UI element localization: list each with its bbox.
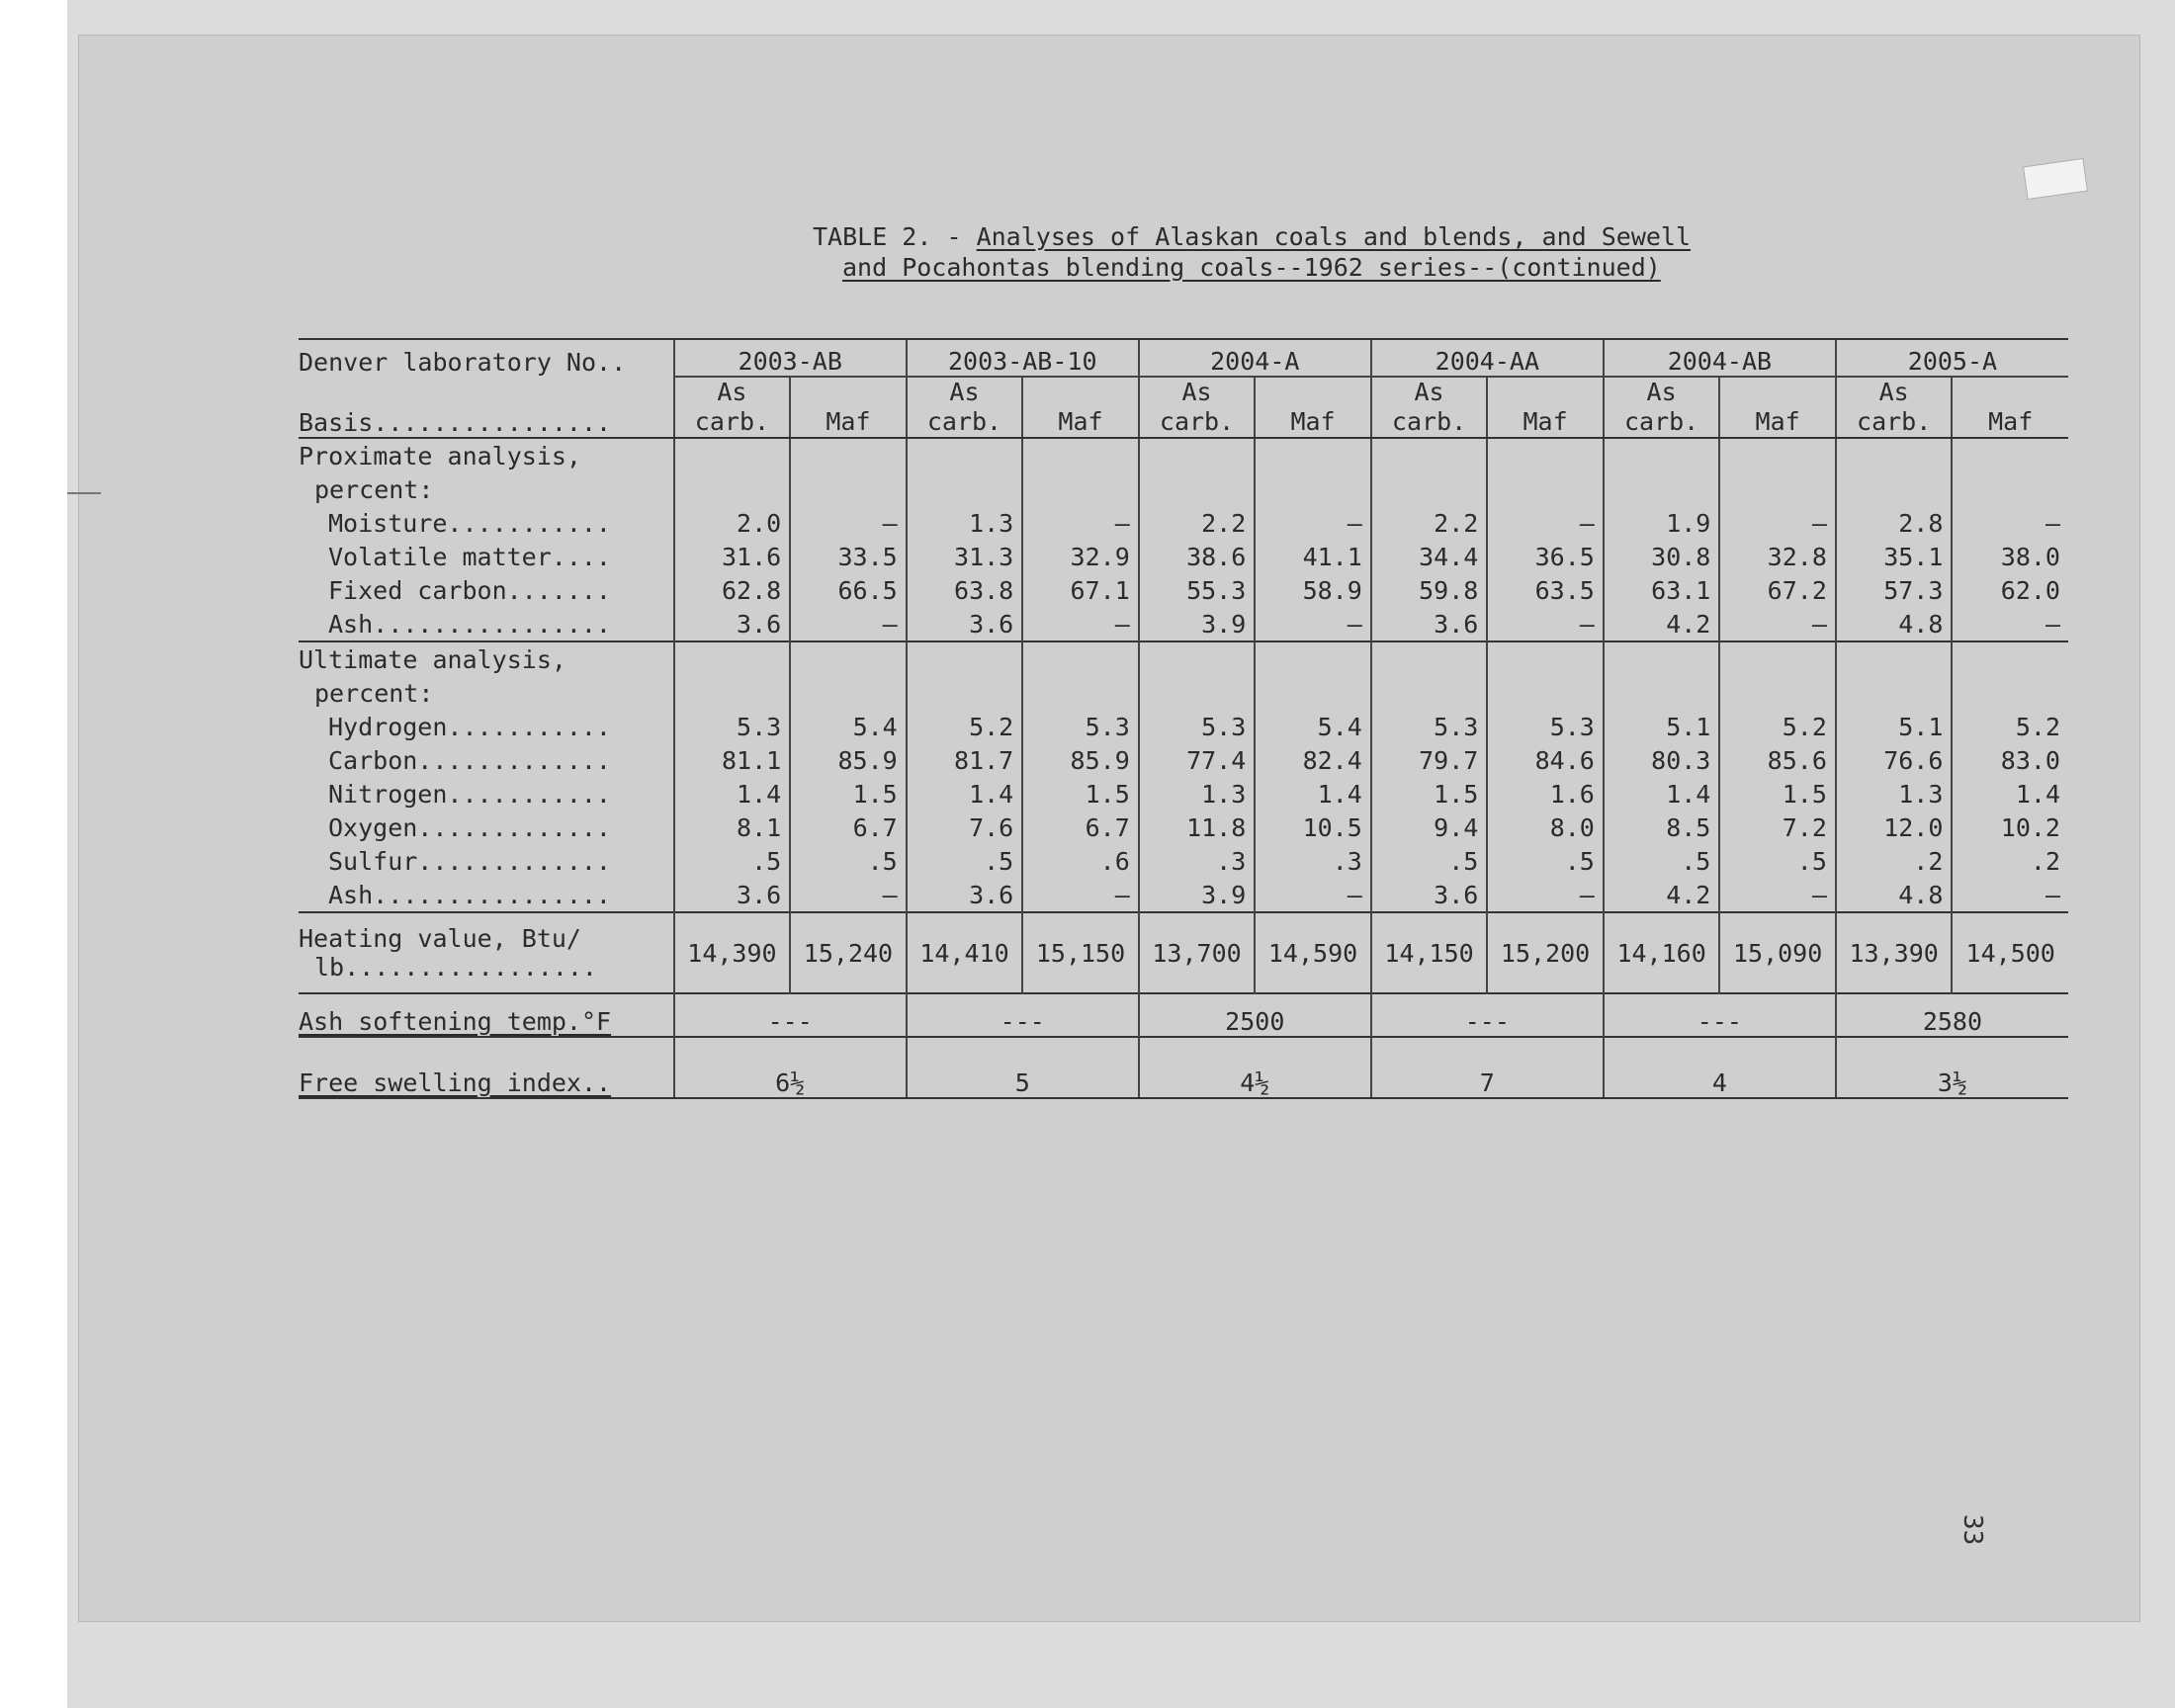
basis-as-carb: As carb. xyxy=(907,377,1023,438)
ultimate-heading-row xyxy=(299,641,2068,676)
empty-cell xyxy=(1604,641,1720,676)
cell-value: — xyxy=(1719,506,1836,540)
basis-as-carb: As carb. xyxy=(1604,377,1720,438)
empty-cell xyxy=(1719,472,1836,506)
cell-value: 62.8 xyxy=(674,573,791,607)
ash-softening-value: --- xyxy=(907,993,1139,1037)
heating-value-label xyxy=(299,912,674,993)
empty-cell xyxy=(907,676,1023,710)
free-swelling-value: 4 xyxy=(1604,1037,1836,1098)
cell-value: 2.8 xyxy=(1836,506,1953,540)
heating-value: 14,590 xyxy=(1255,912,1371,993)
proximate-heading: Proximate analysis, xyxy=(299,441,581,470)
basis-row xyxy=(299,377,2068,438)
cell-value: 81.1 xyxy=(674,743,791,777)
cell-value: 5.1 xyxy=(1604,710,1720,743)
ash-softening-value: --- xyxy=(674,993,907,1037)
empty-cell xyxy=(1719,641,1836,676)
cell-value: 38.6 xyxy=(1139,540,1256,573)
cell-value: — xyxy=(1255,506,1371,540)
cell-value: 5.3 xyxy=(1371,710,1488,743)
cell-value: 31.6 xyxy=(674,540,791,573)
row-label: Ash................ xyxy=(328,880,611,909)
cell-value: 85.6 xyxy=(1719,743,1836,777)
cell-value: — xyxy=(1255,607,1371,641)
heating-value: 14,390 xyxy=(674,912,791,993)
basis-as-carb: As carb. xyxy=(1139,377,1256,438)
empty-cell xyxy=(1487,641,1604,676)
cell-value: 33.5 xyxy=(790,540,907,573)
empty-cell xyxy=(674,472,791,506)
cell-value: 2.2 xyxy=(1371,506,1488,540)
cell-value: 30.8 xyxy=(1604,540,1720,573)
cell-value: 83.0 xyxy=(1952,743,2068,777)
cell-value: 3.6 xyxy=(1371,607,1488,641)
cell-value: 5.3 xyxy=(1022,710,1139,743)
empty-cell xyxy=(1487,438,1604,472)
cell-value: 84.6 xyxy=(1487,743,1604,777)
free-swelling-value: 5 xyxy=(907,1037,1139,1098)
basis-as-carb: As carb. xyxy=(1371,377,1488,438)
ash-softening-label: Ash softening temp.°F xyxy=(299,993,674,1037)
cell-value: — xyxy=(1022,878,1139,912)
empty-cell xyxy=(1952,472,2068,506)
empty-cell xyxy=(1022,472,1139,506)
cell-value: — xyxy=(1487,878,1604,912)
row-label: Sulfur............. xyxy=(328,846,611,876)
cell-value: 4.2 xyxy=(1604,607,1720,641)
empty-cell xyxy=(790,438,907,472)
row-label: Fixed carbon....... xyxy=(328,575,611,605)
cell-value: 63.5 xyxy=(1487,573,1604,607)
cell-value: 59.8 xyxy=(1371,573,1488,607)
cell-value: 62.0 xyxy=(1952,573,2068,607)
cell-value: 5.3 xyxy=(1139,710,1256,743)
empty-cell xyxy=(907,641,1023,676)
ash-softening-value: 2500 xyxy=(1139,993,1371,1037)
basis-maf: Maf xyxy=(1255,377,1371,438)
empty-cell xyxy=(1952,438,2068,472)
page-edge-mark xyxy=(67,492,101,494)
cell-value: 3.9 xyxy=(1139,607,1256,641)
table-row xyxy=(299,743,2068,777)
free-swelling-value: 3½ xyxy=(1836,1037,2068,1098)
empty-cell xyxy=(1604,472,1720,506)
cell-value: 5.4 xyxy=(1255,710,1371,743)
cell-value: 34.4 xyxy=(1371,540,1488,573)
empty-cell xyxy=(1371,472,1488,506)
cell-value: 1.3 xyxy=(1139,777,1256,811)
cell-value: 10.5 xyxy=(1255,811,1371,844)
proximate-heading-row xyxy=(299,438,2068,472)
cell-value: 85.9 xyxy=(1022,743,1139,777)
cell-value: 6.7 xyxy=(1022,811,1139,844)
cell-value: 5.2 xyxy=(1952,710,2068,743)
cell-value: 1.9 xyxy=(1604,506,1720,540)
cell-value: 1.6 xyxy=(1487,777,1604,811)
cell-value: — xyxy=(1487,607,1604,641)
proximate-subheading: percent: xyxy=(314,474,434,504)
cell-value: — xyxy=(1952,878,2068,912)
cell-value: 85.9 xyxy=(790,743,907,777)
empty-cell xyxy=(907,472,1023,506)
cell-value: — xyxy=(1719,607,1836,641)
cell-value: 57.3 xyxy=(1836,573,1953,607)
cell-value: 2.0 xyxy=(674,506,791,540)
cell-value: — xyxy=(1487,506,1604,540)
empty-cell xyxy=(1487,472,1604,506)
basis-label: Basis................ xyxy=(299,377,674,438)
basis-as-carb: As carb. xyxy=(674,377,791,438)
lab-header: 2004-AA xyxy=(1371,339,1604,377)
heating-value: 14,150 xyxy=(1371,912,1488,993)
cell-value: 1.4 xyxy=(1255,777,1371,811)
empty-cell xyxy=(1255,676,1371,710)
cell-value: 8.0 xyxy=(1487,811,1604,844)
cell-value: 32.8 xyxy=(1719,540,1836,573)
empty-cell xyxy=(1604,438,1720,472)
empty-cell xyxy=(907,438,1023,472)
empty-cell xyxy=(1255,438,1371,472)
cell-value: 4.8 xyxy=(1836,878,1953,912)
page-number: 33 xyxy=(1958,1514,1987,1546)
cell-value: 55.3 xyxy=(1139,573,1256,607)
heating-value: 14,500 xyxy=(1952,912,2068,993)
basis-maf: Maf xyxy=(1487,377,1604,438)
lab-header: 2003-AB xyxy=(674,339,907,377)
empty-cell xyxy=(1836,676,1953,710)
cell-value: 63.8 xyxy=(907,573,1023,607)
cell-value: 6.7 xyxy=(790,811,907,844)
lab-header: 2003-AB-10 xyxy=(907,339,1139,377)
empty-cell xyxy=(1604,676,1720,710)
table-row xyxy=(299,607,2068,641)
heating-value: 14,160 xyxy=(1604,912,1720,993)
cell-value: 76.6 xyxy=(1836,743,1953,777)
cell-value: 77.4 xyxy=(1139,743,1256,777)
row-label: Nitrogen........... xyxy=(328,779,611,809)
cell-value: — xyxy=(1022,607,1139,641)
row-label: Moisture........... xyxy=(328,508,611,538)
cell-value: 1.5 xyxy=(1719,777,1836,811)
cell-value: 9.4 xyxy=(1371,811,1488,844)
empty-cell xyxy=(790,676,907,710)
cell-value: .5 xyxy=(1371,844,1488,878)
empty-cell xyxy=(1719,676,1836,710)
cell-value: 3.6 xyxy=(907,607,1023,641)
table-title xyxy=(813,221,1801,283)
cell-value: 7.6 xyxy=(907,811,1023,844)
table-row xyxy=(299,844,2068,878)
empty-cell xyxy=(1022,641,1139,676)
heating-value: 15,240 xyxy=(790,912,907,993)
cell-value: .2 xyxy=(1952,844,2068,878)
cell-value: 81.7 xyxy=(907,743,1023,777)
cell-value: 8.1 xyxy=(674,811,791,844)
cell-value: .5 xyxy=(1719,844,1836,878)
ultimate-subheading-row xyxy=(299,676,2068,710)
lab-header: 2005-A xyxy=(1836,339,2068,377)
cell-value: 63.1 xyxy=(1604,573,1720,607)
row-label: Carbon............. xyxy=(328,745,611,775)
cell-value: 3.9 xyxy=(1139,878,1256,912)
empty-cell xyxy=(1371,641,1488,676)
empty-cell xyxy=(674,641,791,676)
table-row xyxy=(299,540,2068,573)
cell-value: 5.2 xyxy=(1719,710,1836,743)
cell-value: 41.1 xyxy=(1255,540,1371,573)
row-label: Volatile matter.... xyxy=(328,542,611,571)
empty-cell xyxy=(1371,438,1488,472)
empty-cell xyxy=(1139,472,1256,506)
cell-value: — xyxy=(1022,506,1139,540)
empty-cell xyxy=(1255,472,1371,506)
cell-value: — xyxy=(1719,878,1836,912)
cell-value: 36.5 xyxy=(1487,540,1604,573)
coal-analysis-table xyxy=(299,338,2068,1099)
cell-value: 5.3 xyxy=(1487,710,1604,743)
empty-cell xyxy=(674,676,791,710)
cell-value: .5 xyxy=(907,844,1023,878)
ultimate-subheading: percent: xyxy=(314,678,434,708)
empty-cell xyxy=(1022,676,1139,710)
heating-label-line2: lb................. xyxy=(314,953,597,982)
cell-value: 12.0 xyxy=(1836,811,1953,844)
cell-value: 10.2 xyxy=(1952,811,2068,844)
cell-value: .2 xyxy=(1836,844,1953,878)
free-swelling-label: Free swelling index.. xyxy=(299,1037,674,1098)
cell-value: — xyxy=(790,506,907,540)
cell-value: 1.4 xyxy=(907,777,1023,811)
empty-cell xyxy=(790,472,907,506)
cell-value: 38.0 xyxy=(1952,540,2068,573)
row-label: Hydrogen........... xyxy=(328,712,611,741)
empty-cell xyxy=(1836,472,1953,506)
cell-value: 8.5 xyxy=(1604,811,1720,844)
free-swelling-value: 4½ xyxy=(1139,1037,1371,1098)
proximate-subheading-row xyxy=(299,472,2068,506)
heating-value: 15,200 xyxy=(1487,912,1604,993)
free-swelling-value: 7 xyxy=(1371,1037,1604,1098)
cell-value: 5.2 xyxy=(907,710,1023,743)
title-line-1: Analyses of Alaskan coals and blends, and Sewell xyxy=(976,222,1692,251)
cell-value: .5 xyxy=(1604,844,1720,878)
table-row xyxy=(299,878,2068,912)
cell-value: .6 xyxy=(1022,844,1139,878)
cell-value: 1.5 xyxy=(1022,777,1139,811)
cell-value: 1.4 xyxy=(1952,777,2068,811)
free-swelling-row xyxy=(299,1037,2068,1098)
lab-header: 2004-A xyxy=(1139,339,1371,377)
cell-value: 58.9 xyxy=(1255,573,1371,607)
empty-cell xyxy=(1139,676,1256,710)
basis-maf: Maf xyxy=(790,377,907,438)
heating-value: 15,150 xyxy=(1022,912,1139,993)
cell-value: — xyxy=(1255,878,1371,912)
cell-value: 1.5 xyxy=(790,777,907,811)
cell-value: — xyxy=(790,607,907,641)
cell-value: 3.6 xyxy=(674,878,791,912)
cell-value: 3.6 xyxy=(907,878,1023,912)
basis-maf: Maf xyxy=(1022,377,1139,438)
cell-value: .3 xyxy=(1139,844,1256,878)
heating-label-line1: Heating value, Btu/ xyxy=(299,924,581,953)
free-swelling-value: 6½ xyxy=(674,1037,907,1098)
ultimate-heading: Ultimate analysis, xyxy=(299,641,674,676)
empty-cell xyxy=(1952,641,2068,676)
cell-value: 7.2 xyxy=(1719,811,1836,844)
empty-cell xyxy=(674,438,791,472)
cell-value: 4.2 xyxy=(1604,878,1720,912)
heating-value: 15,090 xyxy=(1719,912,1836,993)
cell-value: 1.5 xyxy=(1371,777,1488,811)
empty-cell xyxy=(1255,641,1371,676)
empty-cell xyxy=(1836,641,1953,676)
empty-cell xyxy=(1371,676,1488,710)
ash-softening-row xyxy=(299,993,2068,1037)
title-prefix: TABLE 2. - xyxy=(813,222,977,251)
cell-value: 66.5 xyxy=(790,573,907,607)
basis-as-carb: As carb. xyxy=(1836,377,1953,438)
ultimate-section xyxy=(299,641,2068,912)
cell-value: 2.2 xyxy=(1139,506,1256,540)
cell-value: 5.3 xyxy=(674,710,791,743)
heating-value-row xyxy=(299,912,2068,993)
basis-maf: Maf xyxy=(1719,377,1836,438)
empty-cell xyxy=(1836,438,1953,472)
lab-number-row xyxy=(299,339,2068,377)
table-row xyxy=(299,506,2068,540)
cell-value: 11.8 xyxy=(1139,811,1256,844)
empty-cell xyxy=(790,641,907,676)
cell-value: 5.1 xyxy=(1836,710,1953,743)
table-row xyxy=(299,811,2068,844)
empty-cell xyxy=(1139,641,1256,676)
cell-value: 67.1 xyxy=(1022,573,1139,607)
cell-value: .5 xyxy=(1487,844,1604,878)
cell-value: 32.9 xyxy=(1022,540,1139,573)
cell-value: 1.3 xyxy=(907,506,1023,540)
ash-softening-value: --- xyxy=(1371,993,1604,1037)
table-row xyxy=(299,777,2068,811)
cell-value: 1.3 xyxy=(1836,777,1953,811)
heating-value: 14,410 xyxy=(907,912,1023,993)
lab-header: 2004-AB xyxy=(1604,339,1836,377)
cell-value: .3 xyxy=(1255,844,1371,878)
cell-value: 35.1 xyxy=(1836,540,1953,573)
cell-value: 3.6 xyxy=(674,607,791,641)
empty-cell xyxy=(1022,438,1139,472)
heating-value: 13,700 xyxy=(1139,912,1256,993)
row-label: Oxygen............. xyxy=(328,812,611,842)
cell-value: — xyxy=(1952,607,2068,641)
cell-value: 79.7 xyxy=(1371,743,1488,777)
empty-cell xyxy=(1487,676,1604,710)
basis-maf: Maf xyxy=(1952,377,2068,438)
empty-cell xyxy=(1952,676,2068,710)
cell-value: 5.4 xyxy=(790,710,907,743)
ash-softening-value: 2580 xyxy=(1836,993,2068,1037)
lab-number-label: Denver laboratory No.. xyxy=(299,339,674,377)
heating-value: 13,390 xyxy=(1836,912,1953,993)
ash-softening-value: --- xyxy=(1604,993,1836,1037)
cell-value: 67.2 xyxy=(1719,573,1836,607)
cell-value: 80.3 xyxy=(1604,743,1720,777)
title-line-2: and Pocahontas blending coals--1962 series--(continued) xyxy=(842,253,1661,282)
empty-cell xyxy=(1139,438,1256,472)
proximate-section xyxy=(299,438,2068,641)
table-row xyxy=(299,573,2068,607)
cell-value: 3.6 xyxy=(1371,878,1488,912)
cell-value: 82.4 xyxy=(1255,743,1371,777)
row-label: Ash................ xyxy=(328,609,611,639)
empty-cell xyxy=(1719,438,1836,472)
cell-value: 4.8 xyxy=(1836,607,1953,641)
cell-value: .5 xyxy=(790,844,907,878)
cell-value: .5 xyxy=(674,844,791,878)
cell-value: — xyxy=(1952,506,2068,540)
table-row xyxy=(299,710,2068,743)
cell-value: — xyxy=(790,878,907,912)
cell-value: 31.3 xyxy=(907,540,1023,573)
cell-value: 1.4 xyxy=(1604,777,1720,811)
cell-value: 1.4 xyxy=(674,777,791,811)
